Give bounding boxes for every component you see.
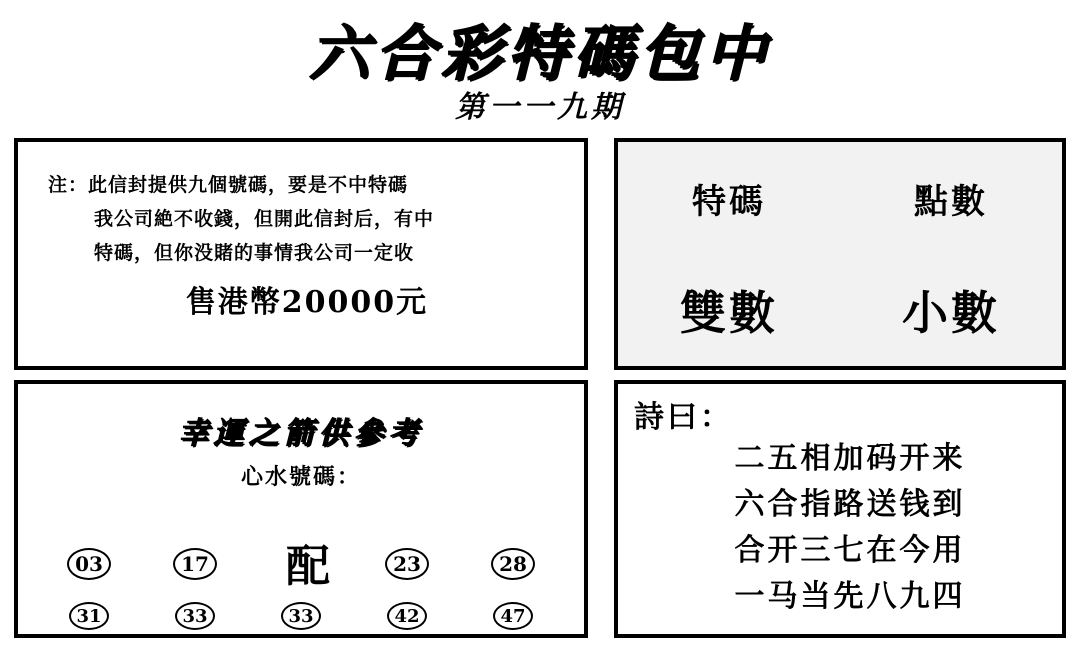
number-row-1 bbox=[18, 548, 584, 580]
poem-line: 二五相加码开来 bbox=[734, 441, 966, 476]
poem-line: 一马当先八九四 bbox=[734, 579, 966, 614]
lucky-subheading: 心水號碼： bbox=[240, 464, 361, 490]
number-ball: 28 bbox=[491, 548, 535, 580]
poem-line: 合开三七在今用 bbox=[734, 533, 966, 568]
category-cell: 雙數 bbox=[680, 286, 778, 340]
number-ball: 47 bbox=[493, 602, 533, 630]
number-row-2 bbox=[18, 602, 584, 630]
lucky-numbers-box bbox=[14, 380, 588, 638]
number-ball: 33 bbox=[175, 602, 215, 630]
pei-label: 配 bbox=[286, 541, 331, 592]
number-ball: 31 bbox=[69, 602, 109, 630]
note-line: 特碼，但你没賭的事情我公司一定收 bbox=[94, 242, 415, 264]
poem-heading: 詩曰： bbox=[634, 400, 733, 435]
number-ball: 42 bbox=[387, 602, 427, 630]
category-row bbox=[618, 254, 1062, 366]
number-ball: 33 bbox=[281, 602, 321, 630]
category-row bbox=[618, 142, 1062, 254]
note-box bbox=[14, 138, 588, 370]
page-title: 六合彩特碼包中 bbox=[309, 19, 771, 89]
price-text: 售港幣20000元 bbox=[185, 285, 429, 320]
category-cell: 小數 bbox=[902, 286, 1000, 340]
number-ball: 17 bbox=[173, 548, 217, 580]
category-grid bbox=[618, 142, 1062, 366]
category-cell: 特碼 bbox=[692, 181, 766, 222]
category-cell: 點數 bbox=[914, 181, 988, 222]
issue-number: 第一一九期 bbox=[455, 90, 625, 125]
category-grid-box bbox=[614, 138, 1066, 370]
lucky-heading: 幸運之箭供參考 bbox=[178, 416, 424, 451]
poem-line: 六合指路送钱到 bbox=[734, 487, 966, 522]
note-line: 我公司絶不收錢，但開此信封后，有中 bbox=[94, 208, 435, 230]
poem-box bbox=[614, 380, 1066, 638]
number-ball: 23 bbox=[385, 548, 429, 580]
note-text bbox=[18, 142, 584, 320]
number-ball: 03 bbox=[67, 548, 111, 580]
note-line: 注：此信封提供九個號碼，要是不中特碼 bbox=[48, 174, 409, 196]
